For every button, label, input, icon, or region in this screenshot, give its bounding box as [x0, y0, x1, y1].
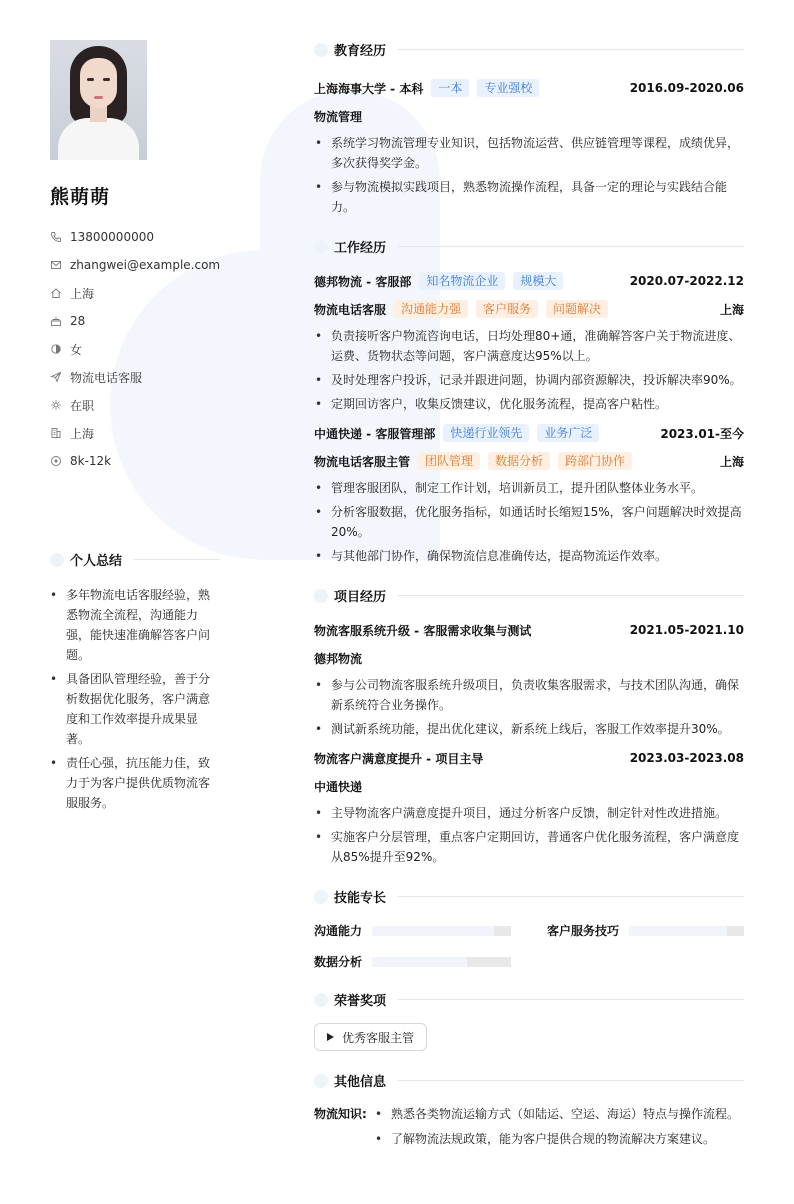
candidate-name: 熊萌萌 — [50, 186, 111, 208]
skill-item — [547, 922, 744, 939]
work-date: 2020.07-2022.12 — [629, 274, 744, 288]
skill-name: 数据分析 — [314, 955, 363, 969]
cake-icon — [50, 315, 62, 327]
work-entry — [314, 270, 744, 414]
mail-icon — [50, 259, 62, 271]
section-title: 荣誉奖项 — [334, 994, 387, 1009]
other-label: 物流知识: — [314, 1107, 367, 1121]
school-tag: 专业强校 — [477, 79, 539, 97]
section-marker — [314, 890, 328, 904]
role-tag: 沟通能力强 — [394, 300, 468, 318]
skills-section — [314, 887, 744, 970]
work-item: • 与其他部门协作，确保物流信息准确传达，提高物流运作效率。 — [314, 546, 744, 566]
play-icon — [327, 1033, 334, 1041]
sidebar — [50, 40, 220, 817]
section-marker — [314, 993, 328, 1007]
project-entry — [314, 747, 744, 867]
work-item: • 负责接听客户物流咨询电话，日均处理80+通，准确解答客户关于物流进度、运费、货物状态等问题，客户满意度达95%以上。 — [314, 326, 744, 366]
divider — [398, 595, 744, 596]
skill-bar-fill — [629, 926, 727, 936]
education-item: • 参与物流模拟实践项目，熟悉物流操作流程，具备一定的理论与实践结合能力。 — [314, 177, 744, 217]
section-marker — [314, 589, 328, 603]
gender-text: 女 — [70, 342, 83, 357]
work-item: • 定期回访客户，收集反馈建议，优化服务流程，提高客户粘性。 — [314, 394, 744, 414]
info-location — [50, 279, 220, 307]
other-item: • 熟悉各类物流运输方式（如陆运、空运、海运）特点与操作流程。 — [374, 1104, 744, 1124]
project-item: • 实施客户分层管理，重点客户定期回访，普通客户优化服务流程，客户满意度从85%提升至92%。 — [314, 827, 744, 867]
section-title: 技能专长 — [334, 891, 387, 906]
education-section — [314, 40, 744, 217]
phone-text: 13800000000 — [70, 230, 154, 244]
info-salary — [50, 447, 220, 475]
info-city — [50, 419, 220, 447]
summary-item: • 具备团队管理经验，善于分析数据优化服务，客户满意度和工作效率提升成果显著。 — [50, 669, 220, 749]
work-entry — [314, 422, 744, 566]
project-name: 物流客户满意度提升 - 项目主导 — [314, 751, 484, 766]
divider — [398, 896, 744, 897]
section-marker — [314, 43, 328, 57]
salary-text: 8k-12k — [70, 454, 112, 468]
project-item: • 主导物流客户满意度提升项目，通过分析客户反馈，制定针对性改进措施。 — [314, 803, 744, 823]
work-item: • 及时处理客户投诉，记录并跟进问题，协调内部资源解决，投诉解决率90%。 — [314, 370, 744, 390]
education-date: 2016.09-2020.06 — [629, 81, 744, 95]
location-text: 上海 — [70, 286, 95, 301]
project-org: 德邦物流 — [314, 651, 363, 666]
city-text: 上海 — [70, 426, 95, 441]
summary-item: • 多年物流电话客服经验，熟悉物流全流程，沟通能力强，能快速准确解答客户问题。 — [50, 585, 220, 665]
send-icon — [50, 371, 62, 383]
role-name: 物流电话客服主管 — [314, 454, 411, 469]
info-status — [50, 391, 220, 419]
other-section — [314, 1071, 744, 1154]
role-tag: 跨部门协作 — [558, 452, 632, 470]
gear-icon — [50, 399, 62, 411]
project-item: • 参与公司物流客服系统升级项目，负责收集客服需求，与技术团队沟通，确保新系统符合业务操作。 — [314, 675, 744, 715]
education-item: • 系统学习物流管理专业知识，包括物流运营、供应链管理等课程，成绩优异，多次获得奖学金。 — [314, 133, 744, 173]
divider — [134, 559, 220, 560]
project-item: • 测试新系统功能，提出优化建议，新系统上线后，客服工作效率提升30%。 — [314, 719, 744, 739]
summary-item: • 责任心强，抗压能力佳，致力于为客户提供优质物流客服服务。 — [50, 753, 220, 813]
skill-name: 客户服务技巧 — [547, 924, 620, 938]
project-date: 2021.05-2021.10 — [629, 623, 744, 637]
job-text: 物流电话客服 — [70, 370, 143, 385]
role-name: 物流电话客服 — [314, 302, 387, 317]
school-tag: 一本 — [431, 79, 469, 97]
skill-item — [314, 922, 511, 939]
skill-bar — [629, 926, 744, 936]
project-date: 2023.03-2023.08 — [629, 751, 744, 765]
info-email — [50, 251, 220, 279]
divider — [398, 246, 744, 247]
company-tag: 规模大 — [513, 272, 563, 290]
role-tag: 数据分析 — [488, 452, 550, 470]
building-icon — [50, 427, 62, 439]
age-text: 28 — [70, 314, 86, 328]
section-title: 项目经历 — [334, 590, 387, 605]
award-text: 优秀客服主管 — [342, 1030, 415, 1045]
work-item: • 管理客服团队，制定工作计划，培训新员工，提升团队整体业务水平。 — [314, 478, 744, 498]
divider — [398, 49, 744, 50]
role-tag: 团队管理 — [418, 452, 480, 470]
section-title: 工作经历 — [334, 241, 387, 256]
section-title: 教育经历 — [334, 44, 387, 59]
info-age — [50, 307, 220, 335]
other-item: • 了解物流法规政策，能为客户提供合规的物流解决方案建议。 — [374, 1129, 744, 1149]
major-name: 物流管理 — [314, 109, 363, 124]
school-name: 上海海事大学 - 本科 — [314, 81, 424, 96]
section-title: 个人总结 — [70, 554, 123, 569]
info-gender — [50, 335, 220, 363]
summary-section — [50, 550, 220, 813]
divider — [398, 999, 744, 1000]
company-tag: 业务广泛 — [537, 424, 599, 442]
coin-icon — [50, 455, 62, 467]
section-marker — [50, 553, 64, 567]
company-tag: 快递行业领先 — [443, 424, 529, 442]
role-tag: 客户服务 — [476, 300, 538, 318]
gender-icon — [50, 343, 62, 355]
skill-bar — [372, 926, 511, 936]
info-job — [50, 363, 220, 391]
skill-name: 沟通能力 — [314, 924, 363, 938]
work-section — [314, 237, 744, 566]
award-badge — [314, 1023, 427, 1051]
contact-info — [50, 223, 220, 475]
company-tag: 知名物流企业 — [419, 272, 505, 290]
divider — [398, 1080, 744, 1081]
main-content — [314, 40, 744, 1174]
section-marker — [314, 1074, 328, 1088]
info-phone — [50, 223, 220, 251]
skill-bar-fill — [372, 957, 467, 967]
project-entry — [314, 619, 744, 739]
role-tag: 问题解决 — [546, 300, 608, 318]
work-date: 2023.01-至今 — [660, 426, 744, 441]
company-name: 中通快递 - 客服管理部 — [314, 426, 436, 441]
work-city: 上海 — [719, 454, 744, 469]
skill-bar-fill — [372, 926, 494, 936]
work-item: • 分析客服数据，优化服务指标，如通话时长缩短15%，客户问题解决时效提高20%。 — [314, 502, 744, 542]
project-org: 中通快递 — [314, 779, 363, 794]
section-title: 其他信息 — [334, 1075, 387, 1090]
avatar-photo — [50, 40, 147, 160]
company-name: 德邦物流 - 客服部 — [314, 274, 412, 289]
work-city: 上海 — [719, 302, 744, 317]
status-text: 在职 — [70, 398, 95, 413]
skill-item — [314, 953, 511, 970]
project-name: 物流客服系统升级 - 客服需求收集与测试 — [314, 623, 532, 638]
awards-section — [314, 990, 744, 1051]
phone-icon — [50, 231, 62, 243]
section-marker — [314, 240, 328, 254]
projects-section — [314, 586, 744, 867]
home-icon — [50, 287, 62, 299]
email-text: zhangwei@example.com — [70, 258, 221, 272]
skill-bar — [372, 957, 511, 967]
